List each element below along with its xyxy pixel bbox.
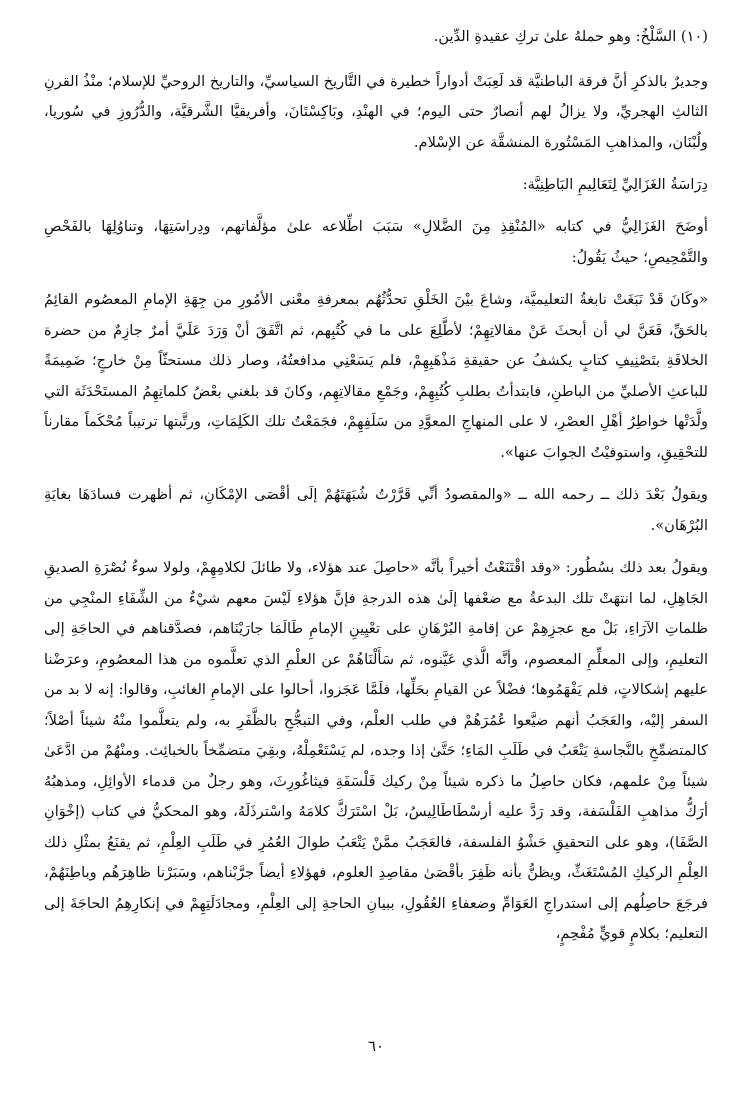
paragraph-batiniyya-history: وجديرٌ بالذكرِ أنَّ فرقة الباطنيَّة قد لَعِبَتْ أدواراً خطيرة في التَّاريخ السياسيِّ، والتاريخ الروحيِّ للإسلام؛ منْذُ القرنِ الثالثِ الهجريِّ، ولا يزالُ لهم أنصارٌ حتى اليوم؛ في الهنْدِ، وبَاكِسْتَانَ، وأفريقيَّا الشَّرقيَّة، والدُّرُوزِ في سُوريا، ولُبْنَان، والمذاهبِ المَسْتُورة المنشقَّة عن الإسْلام.	[44, 72, 708, 151]
section-heading: دِرَاسَةُ الغَزَالِيِّ لِتَعَالِيمِ البَاطِنِيَّة:	[522, 176, 708, 193]
quote-ghazali-munqidh: «وكَانَ قَدْ نَبَغَتْ نابغةُ التعليميَّة، وشاعَ بيْنَ الخَلْقِ تحدُّثُهُم بمعرفةِ معْنى الأمُورِ من جِهَةِ الإمامِ المعصُوم القائِمُ بالحَقِّ، فَعَنَّ لي أن أبحثَ عَنْ مقالاتِهِمْ؛ لأطَّلِعَ على ما في كُتُبِهم، ثم اتَّفَقَ أنْ وَرَدَ عَلَيَّ أمرٌ جازِمٌ من حضرة الخلافَةِ بتَصْنِيفِ كتابٍ يكشفُ عن حقيقةِ مَذْهَبِهِمْ، فلم يَسَعْنِي مدافعتُهُ، وصار ذلك مستحثّاً مِنْ خارجٍ؛ ضَمِيمَةً للباعثِ الأصليِّ من الباطنِ، فابتدأتُ بطلبِ كُتُبِهِمْ، وجَمْعِ مقالاتِهِم، وكانَ قد بلغني بعْضُ كلماتِهِمُ المستَحْدَثَة التي ولَّدَتْها خواطِرُ أهْلِ العصْرِ، لا على المنهاجِ المعوَّدِ من سَلَفِهِمْ، فجَمَعْتُ تلك الكَلِمَاتِ، ورتَّبتها ترتيباً مُحْكَماً مقارناً للتحْقِيقِ، واستوفيْتُ الجوابَ عنها».	[44, 291, 708, 461]
paragraph-ghazali-long-quote: ويقولُ بعد ذلك بسُطُور: «وقد اقْتَنَعْتُ أخيراً بأنَّه «حاصِلَ عند هؤلاء، ولا طائلَ لكلامِهِمْ، ولولا سوءُ نُصْرَةِ الصديقِ الجَاهِلِ، لما انتهَتْ تلك البدعةُ مع ضعْفها إلَىٰ هذه الدرجةِ فإنَّ هؤلاءِ لَيْسَ معهم شيْءٌ من الشِّفَاءِ المنْجِي من ظلماتِ الآرَاءِ، بَلْ مع عجزِهِمْ عن إقامةِ البُرْهَانِ على تعْيِينِ الإمامِ طَالَمَا جارَيْنَاهم، فصدَّقناهم في الحاجَةِ إلى التعليمِ، وإلى المعلِّمِ المعصوم، وأنَّه الَّذي عَيَّنوه، ثم سَأَلْنَاهُمْ عن العلْمِ الذي تعلَّموه من هذا المعصُومِ، وعرَضْنا عليهم إشكالاتٍ، فلم يَفْهَمُوها؛ فضْلاً عن القيامِ بحَلِّها، فلَمَّا عَجَزوا، أحالوا على الإمامِ الغائبِ، وقالوا: إنه لا بد من السفر إليْه، والعَجَبُ أنهم ضيَّعوا عُمُرَهُمْ في طلب العلْم، وفي التبجُّحِ بالظَّفَرِ به، ولم يتعلَّموا منْهُ شيئاً أصْلاً؛ كالمتضمِّخِ بالنَّجاسةِ يَتْعَبُ في طَلَبِ المَاءِ؛ حَتَّىٰ إذا وجده، لم يَسْتَعْمِلْهُ، وبقِيَ متضمِّخاً بالخبائِث. ومنْهُمْ من ادَّعَىٰ شيئاً مِنْ علمهم، فكان حاصِلُ ما ذكره شيئاً مِنْ ركيك فَلْسَفَةِ فيثاغُورِثَ، وهو رجلٌ من قدماء الأوائِلِ، ومذهبُهُ أرَكُّ مذاهبِ الفَلْسَفة، وقد رَدَّ عليه أرسْطَاطَالِيسُ، بَلْ اسْتَرَكَّ كلامَهُ واسْترذَلَهُ، وهو المحكيُّ في كتاب (إخْوَانِ الصَّفَا)، وهو على التحقيقِ حَشْوُ الفلسفة، فالعَجَبُ ممَّنْ يَتْعَبُ طوالَ العُمُرِ في طَلَبِ العِلْمِ، ثم يقنَعُ بمثْلِ ذلك العِلْمِ الركيكِ المُسْتَغَثِّ، ويظنُّ بأنه ظَفِرَ بأقْصَىٰ مقاصِدِ العلوم، فهؤلاءِ أيضاً جرَّبْناهم، وسَبَرْنا ظاهِرَهُم وباطِنَهُمْ، فرجَعَ حاصِلُهم إلى استدراجِ العَوَامِّ وضعفاءِ العُقُولِ، ببيانِ الحاجةِ إلى العِلْمِ، ومجادَلَتِهِمْ في إنكارِهِمُ الحاجَةَ إلى التعليم؛ بكلامٍ قويٍّ مُفْحِمٍ،	[44, 559, 708, 942]
document-page	[44, 22, 708, 1094]
list-item-10: (١٠) السَّلْخُ: وهو حملهُ علىٰ تركِ عقيدةِ الدِّين.	[433, 28, 708, 45]
paragraph-ghazali-intro: أوضَحَ الغَزَالِيُّ في كتابه «المُنْقِذِ مِنَ الضَّلالِ» سَبَبَ اطِّلاعه علىٰ مؤلَّفاتهم، ودِراسَتِهَا، وتناوُلِهَا بالفَحْصِ والتَّمْحِيصِ؛ حيثُ يَقُولُ:	[44, 218, 708, 266]
paragraph-refutation: ويقولُ بَعْدَ ذلك ــ رحمه الله ــ «والمقصودُ أنِّي قَرَّرْتُ شُبَهَتَهُمْ إلَى أقْصَى الإمْكَانِ، ثم أظهرت فسادَهَا بغايَةِ البُرْهَان».	[44, 486, 708, 534]
page-number: ٦٠	[367, 1037, 385, 1055]
